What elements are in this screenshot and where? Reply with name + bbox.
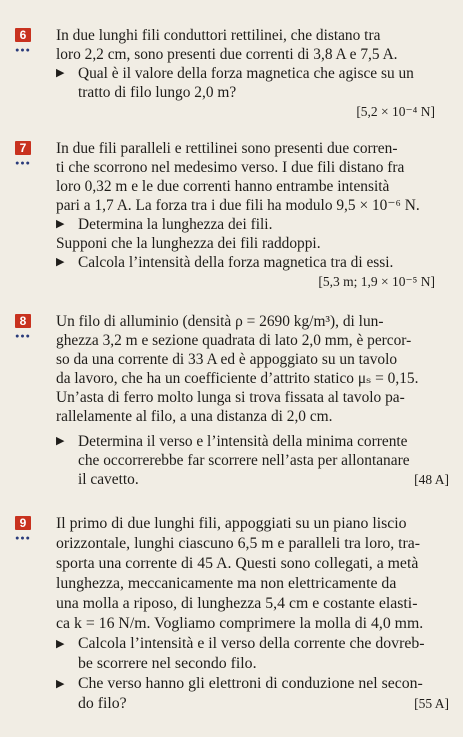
question: ▶ Determina la lunghezza dei fili. bbox=[56, 216, 273, 233]
problem-text-line: rallelamente al filo, a una distanza di 2,0 cm. bbox=[56, 408, 333, 425]
arrow-icon: ▶ bbox=[56, 638, 65, 650]
difficulty-dots-icon: ●●● bbox=[15, 159, 31, 167]
arrow-icon: ▶ bbox=[56, 256, 65, 268]
arrow-icon: ▶ bbox=[56, 435, 65, 447]
problem-text-line: Un filo di alluminio (densità ρ = 2690 kg/m³), di lun- bbox=[56, 313, 384, 330]
problem-number: 7 bbox=[15, 141, 32, 155]
difficulty-dots-icon: ●●● bbox=[15, 332, 31, 340]
difficulty-dots-icon: ●●● bbox=[15, 534, 31, 542]
problem-text-line: sporta una corrente di 45 A. Questi sono collegati, a metà bbox=[56, 555, 419, 572]
problem-text-line: Un’asta di ferro molto lunga si trova fissata al tavolo pa- bbox=[56, 389, 405, 406]
problem-number: 8 bbox=[15, 314, 32, 328]
problem-text-line: Supponi che la lunghezza dei fili raddoppi. bbox=[56, 235, 321, 252]
answer: [5,3 m; 1,9 × 10⁻⁵ N] bbox=[318, 274, 435, 289]
problem-number-badge bbox=[6, 26, 40, 54]
question: ▶ Calcola l’intensità della forza magnetica tra di essi. bbox=[56, 254, 394, 271]
problem-text-line: loro 0,32 m e le due correnti hanno entrambe intensità bbox=[56, 178, 390, 195]
problem-number-badge bbox=[6, 139, 40, 167]
answer: [5,2 × 10⁻⁴ N] bbox=[356, 104, 435, 119]
problem-text-line: ghezza 3,2 m e sezione quadrata di lato 2,0 mm, è percor- bbox=[56, 332, 412, 349]
problem-text-line: lunghezza, meccanicamente ma non elettricamente da bbox=[56, 575, 397, 592]
problem-number: 9 bbox=[15, 516, 32, 530]
question: ▶ Calcola l’intensità e il verso della corrente che dovreb- be scorrere nel secondo filo. bbox=[56, 635, 425, 672]
problem-text-line: In due lunghi fili conduttori rettilinei, che distano tra bbox=[56, 27, 381, 44]
problem-text-line: so da una corrente di 33 A ed è appoggiato su un tavolo bbox=[56, 351, 398, 368]
problem-text-line: loro 2,2 cm, sono presenti due correnti di 3,8 A e 7,5 A. bbox=[56, 46, 398, 63]
question: ▶ Determina il verso e l’intensità della minima corrente che occorrerebbe far scorrere nell’asta per allontanare il cavetto. [48 A] bbox=[56, 433, 449, 488]
difficulty-dots-icon: ●●● bbox=[15, 46, 31, 54]
problem-text-line: ca k = 16 N/m. Vogliamo comprimere la molla di 4,0 mm. bbox=[56, 615, 424, 632]
problem-text-line: orizzontale, lunghi ciascuno 6,5 m e paralleli tra loro, tra- bbox=[56, 535, 421, 552]
problem-text-line: da lavoro, che ha un coefficiente d’attrito statico μₛ = 0,15. bbox=[56, 370, 419, 387]
problem-text-line: una molla a riposo, di lunghezza 5,4 cm e costante elasti- bbox=[56, 595, 418, 612]
arrow-icon: ▶ bbox=[56, 678, 65, 690]
question: ▶ Qual è il valore della forza magnetica che agisce su un tratto di filo lungo 2,0 m? bbox=[56, 65, 414, 101]
answer: [48 A] bbox=[414, 472, 449, 487]
answer: [55 A] bbox=[414, 696, 449, 711]
arrow-icon: ▶ bbox=[56, 218, 65, 230]
problem-text-line: ti che scorrono nel medesimo verso. I due fili distano fra bbox=[56, 159, 405, 176]
problem-text-line: In due fili paralleli e rettilinei sono presenti due corren- bbox=[56, 140, 398, 157]
problem-number-badge bbox=[6, 514, 40, 542]
problem-number-badge bbox=[6, 312, 40, 340]
arrow-icon: ▶ bbox=[56, 67, 65, 79]
problem-text-line: pari a 1,7 A. La forza tra i due fili ha modulo 9,5 × 10⁻⁶ N. bbox=[56, 197, 420, 214]
question: ▶ Che verso hanno gli elettroni di conduzione nel secon- do filo? [55 A] bbox=[56, 675, 449, 712]
problem-number: 6 bbox=[15, 28, 32, 42]
problem-text-line: Il primo di due lunghi fili, appoggiati su un piano liscio bbox=[56, 515, 407, 532]
